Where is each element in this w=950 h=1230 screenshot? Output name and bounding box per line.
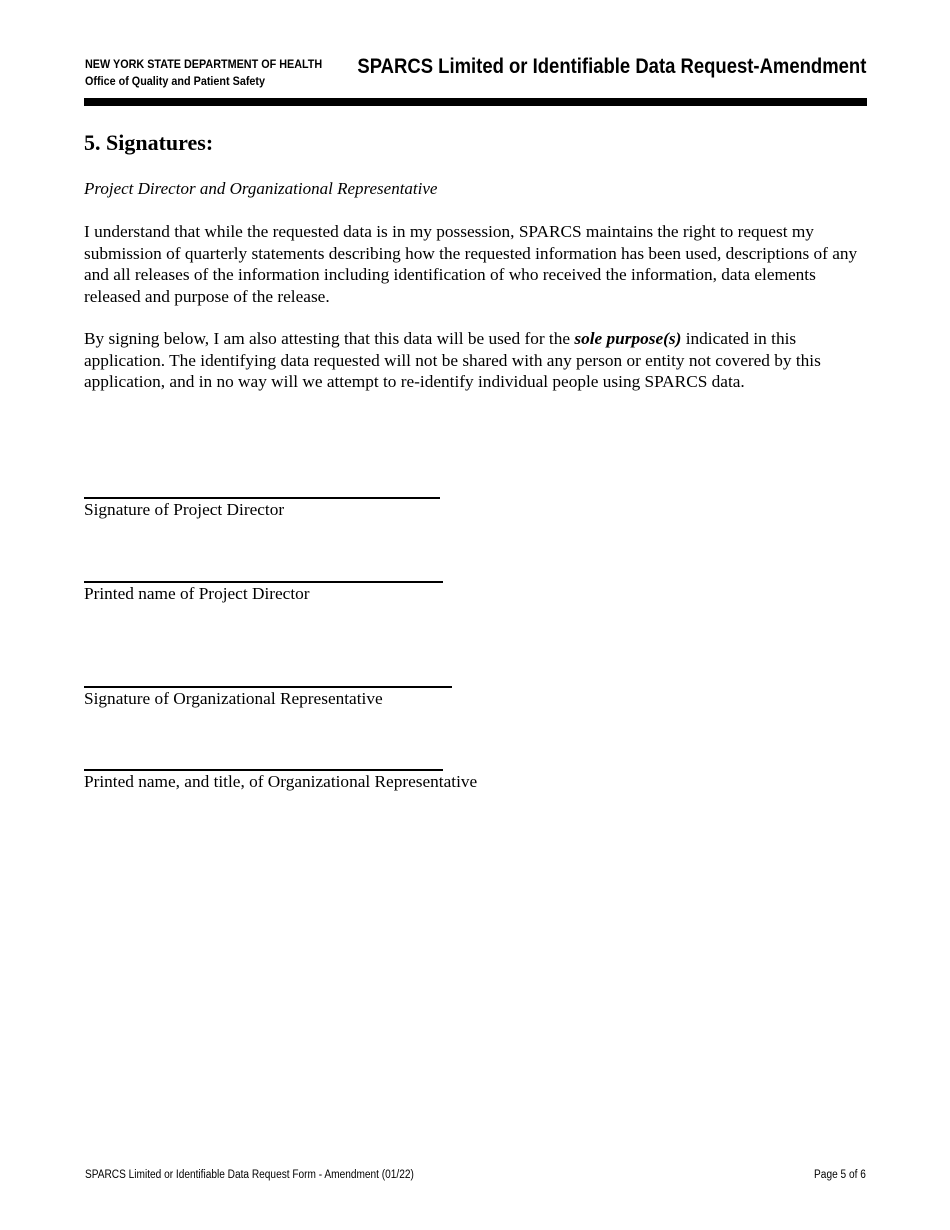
form-title: SPARCS Limited or Identifiable Data Request-Amendment	[357, 55, 866, 78]
data-use-statement: I understand that while the requested data is in my possession, SPARCS maintains the right to request my submission of quarterly statements describing how the requested information has been used, descriptions of any and all releases of the information including identification of who received the information, data elements released and purpose of the release.	[84, 222, 858, 306]
header-divider	[84, 98, 867, 106]
attestation-text-start: By signing below, I am also attesting that this data will be used for the	[84, 329, 575, 348]
org-representative-signature-label: Signature of Organizational Representative	[84, 689, 383, 708]
office-name: Office of Quality and Patient Safety	[85, 74, 266, 88]
footer-form-name: SPARCS Limited or Identifiable Data Request Form - Amendment (01/22)	[85, 1169, 414, 1181]
project-director-name-label: Printed name of Project Director	[84, 584, 310, 603]
org-representative-name-label: Printed name, and title, of Organizational Representative	[84, 772, 478, 791]
attestation-statement	[84, 328, 874, 393]
section-heading: 5. Signatures:	[84, 130, 214, 155]
sole-purpose-emphasis: sole purpose(s)	[574, 329, 682, 348]
footer-page-number: Page 5 of 6	[814, 1169, 866, 1181]
attestation-text-end: indicated in this application. The identifying data requested will not be shared with any person or entity not covered by this application, and in no way will we attempt to re-identify individual people using SPARCS data.	[84, 329, 821, 392]
project-director-signature-label: Signature of Project Director	[84, 500, 285, 519]
section-subheading: Project Director and Organizational Representative	[84, 179, 438, 198]
department-name: NEW YORK STATE DEPARTMENT OF HEALTH	[85, 57, 323, 71]
header-organization	[85, 56, 322, 90]
